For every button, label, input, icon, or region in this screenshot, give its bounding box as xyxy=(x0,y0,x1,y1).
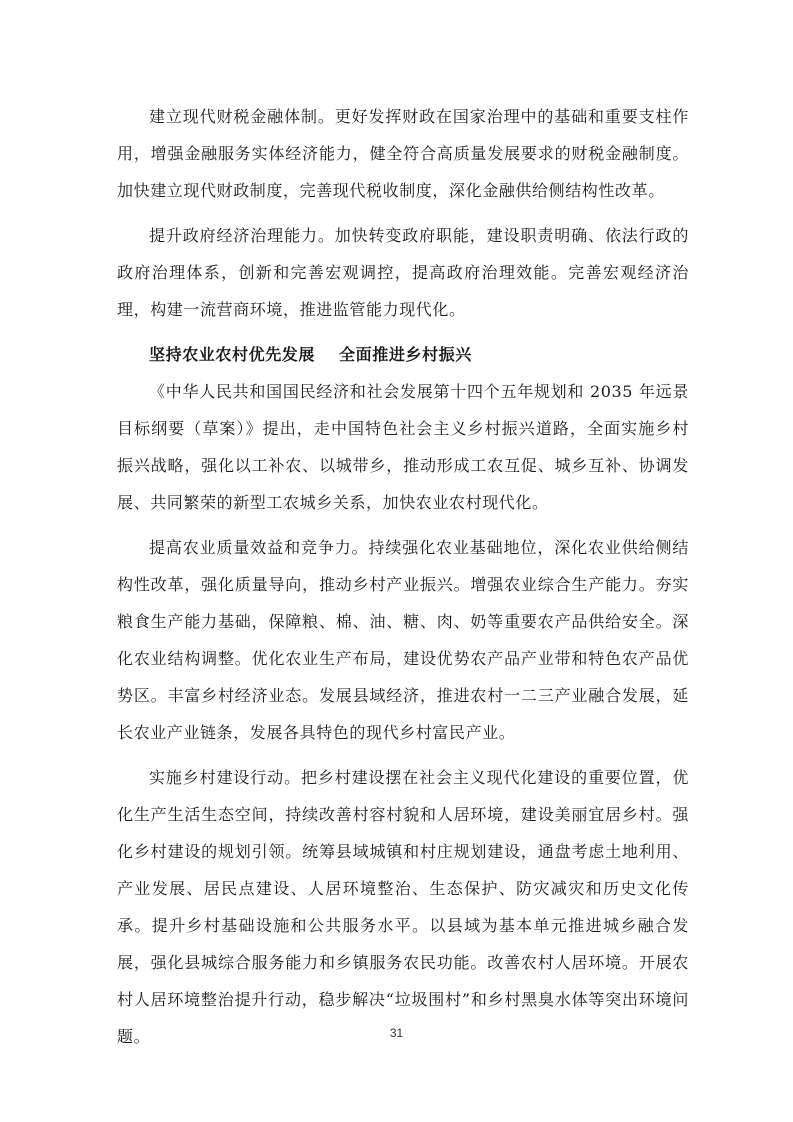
section-heading-part2: 全面推进乡村振兴 xyxy=(339,345,472,364)
document-body xyxy=(117,98,689,1063)
paragraph-plan-outline: 《中华人民共和国国民经济和社会发展第十四个五年规划和 2035 年远景目标纲要（草案）》提出，走中国特色社会主义乡村振兴道路，全面实施乡村振兴战略，强化以工补农、以城带乡，推动形成工农互促、城乡互补、协调发展、共同繁荣的新型工农城乡关系，加快农业农村现代化。 xyxy=(117,382,689,512)
section-heading-part1: 坚持农业农村优先发展 xyxy=(149,345,316,364)
paragraph-agriculture-quality: 提高农业质量效益和竞争力。持续强化农业基础地位，深化农业供给侧结构性改革，强化质量导向，推动乡村产业振兴。增强农业综合生产能力。夯实粮食生产能力基础，保障粮、棉、油、糖、肉、奶等重要农产品供给安全。深化农业结构调整。优化农业生产布局，建设优势农产品产业带和特色农产品优势区。丰富乡村经济业态。发展县域经济，推进农村一二三产业融合发展，延长农业产业链条，发展各具特色的现代乡村富民产业。 xyxy=(117,538,689,742)
paragraph-government-governance: 提升政府经济治理能力。加快转变政府职能，建设职责明确、依法行政的政府治理体系，创新和完善宏观调控，提高政府治理效能。完善宏观经济治理，构建一流营商环境，推进监管能力现代化。 xyxy=(117,226,689,319)
paragraph-fiscal-finance: 建立现代财税金融体制。更好发挥财政在国家治理中的基础和重要支柱作用，增强金融服务实体经济能力，健全符合高质量发展要求的财税金融制度。加快建立现代财政制度，完善现代税收制度，深化金融供给侧结构性改革。 xyxy=(117,107,689,200)
page-number: 31 xyxy=(389,1026,404,1040)
section-heading xyxy=(117,336,689,373)
paragraph-rural-construction: 实施乡村建设行动。把乡村建设摆在社会主义现代化建设的重要位置，优化生产生活生态空间，持续改善村容村貌和人居环境，建设美丽宜居乡村。强化乡村建设的规划引领。统筹县域城镇和村庄规划建设，通盘考虑土地利用、产业发展、居民点建设、人居环境整治、生态保护、防灾减灾和历史文化传承。提升乡村基础设施和公共服务水平。以县域为基本单元推进城乡融合发展，强化县城综合服务能力和乡镇服务农民功能。改善农村人居环境。开展农村人居环境整治提升行动，稳步解决“垃圾围村”和乡村黑臭水体等突出环境问题。 xyxy=(117,768,689,1046)
